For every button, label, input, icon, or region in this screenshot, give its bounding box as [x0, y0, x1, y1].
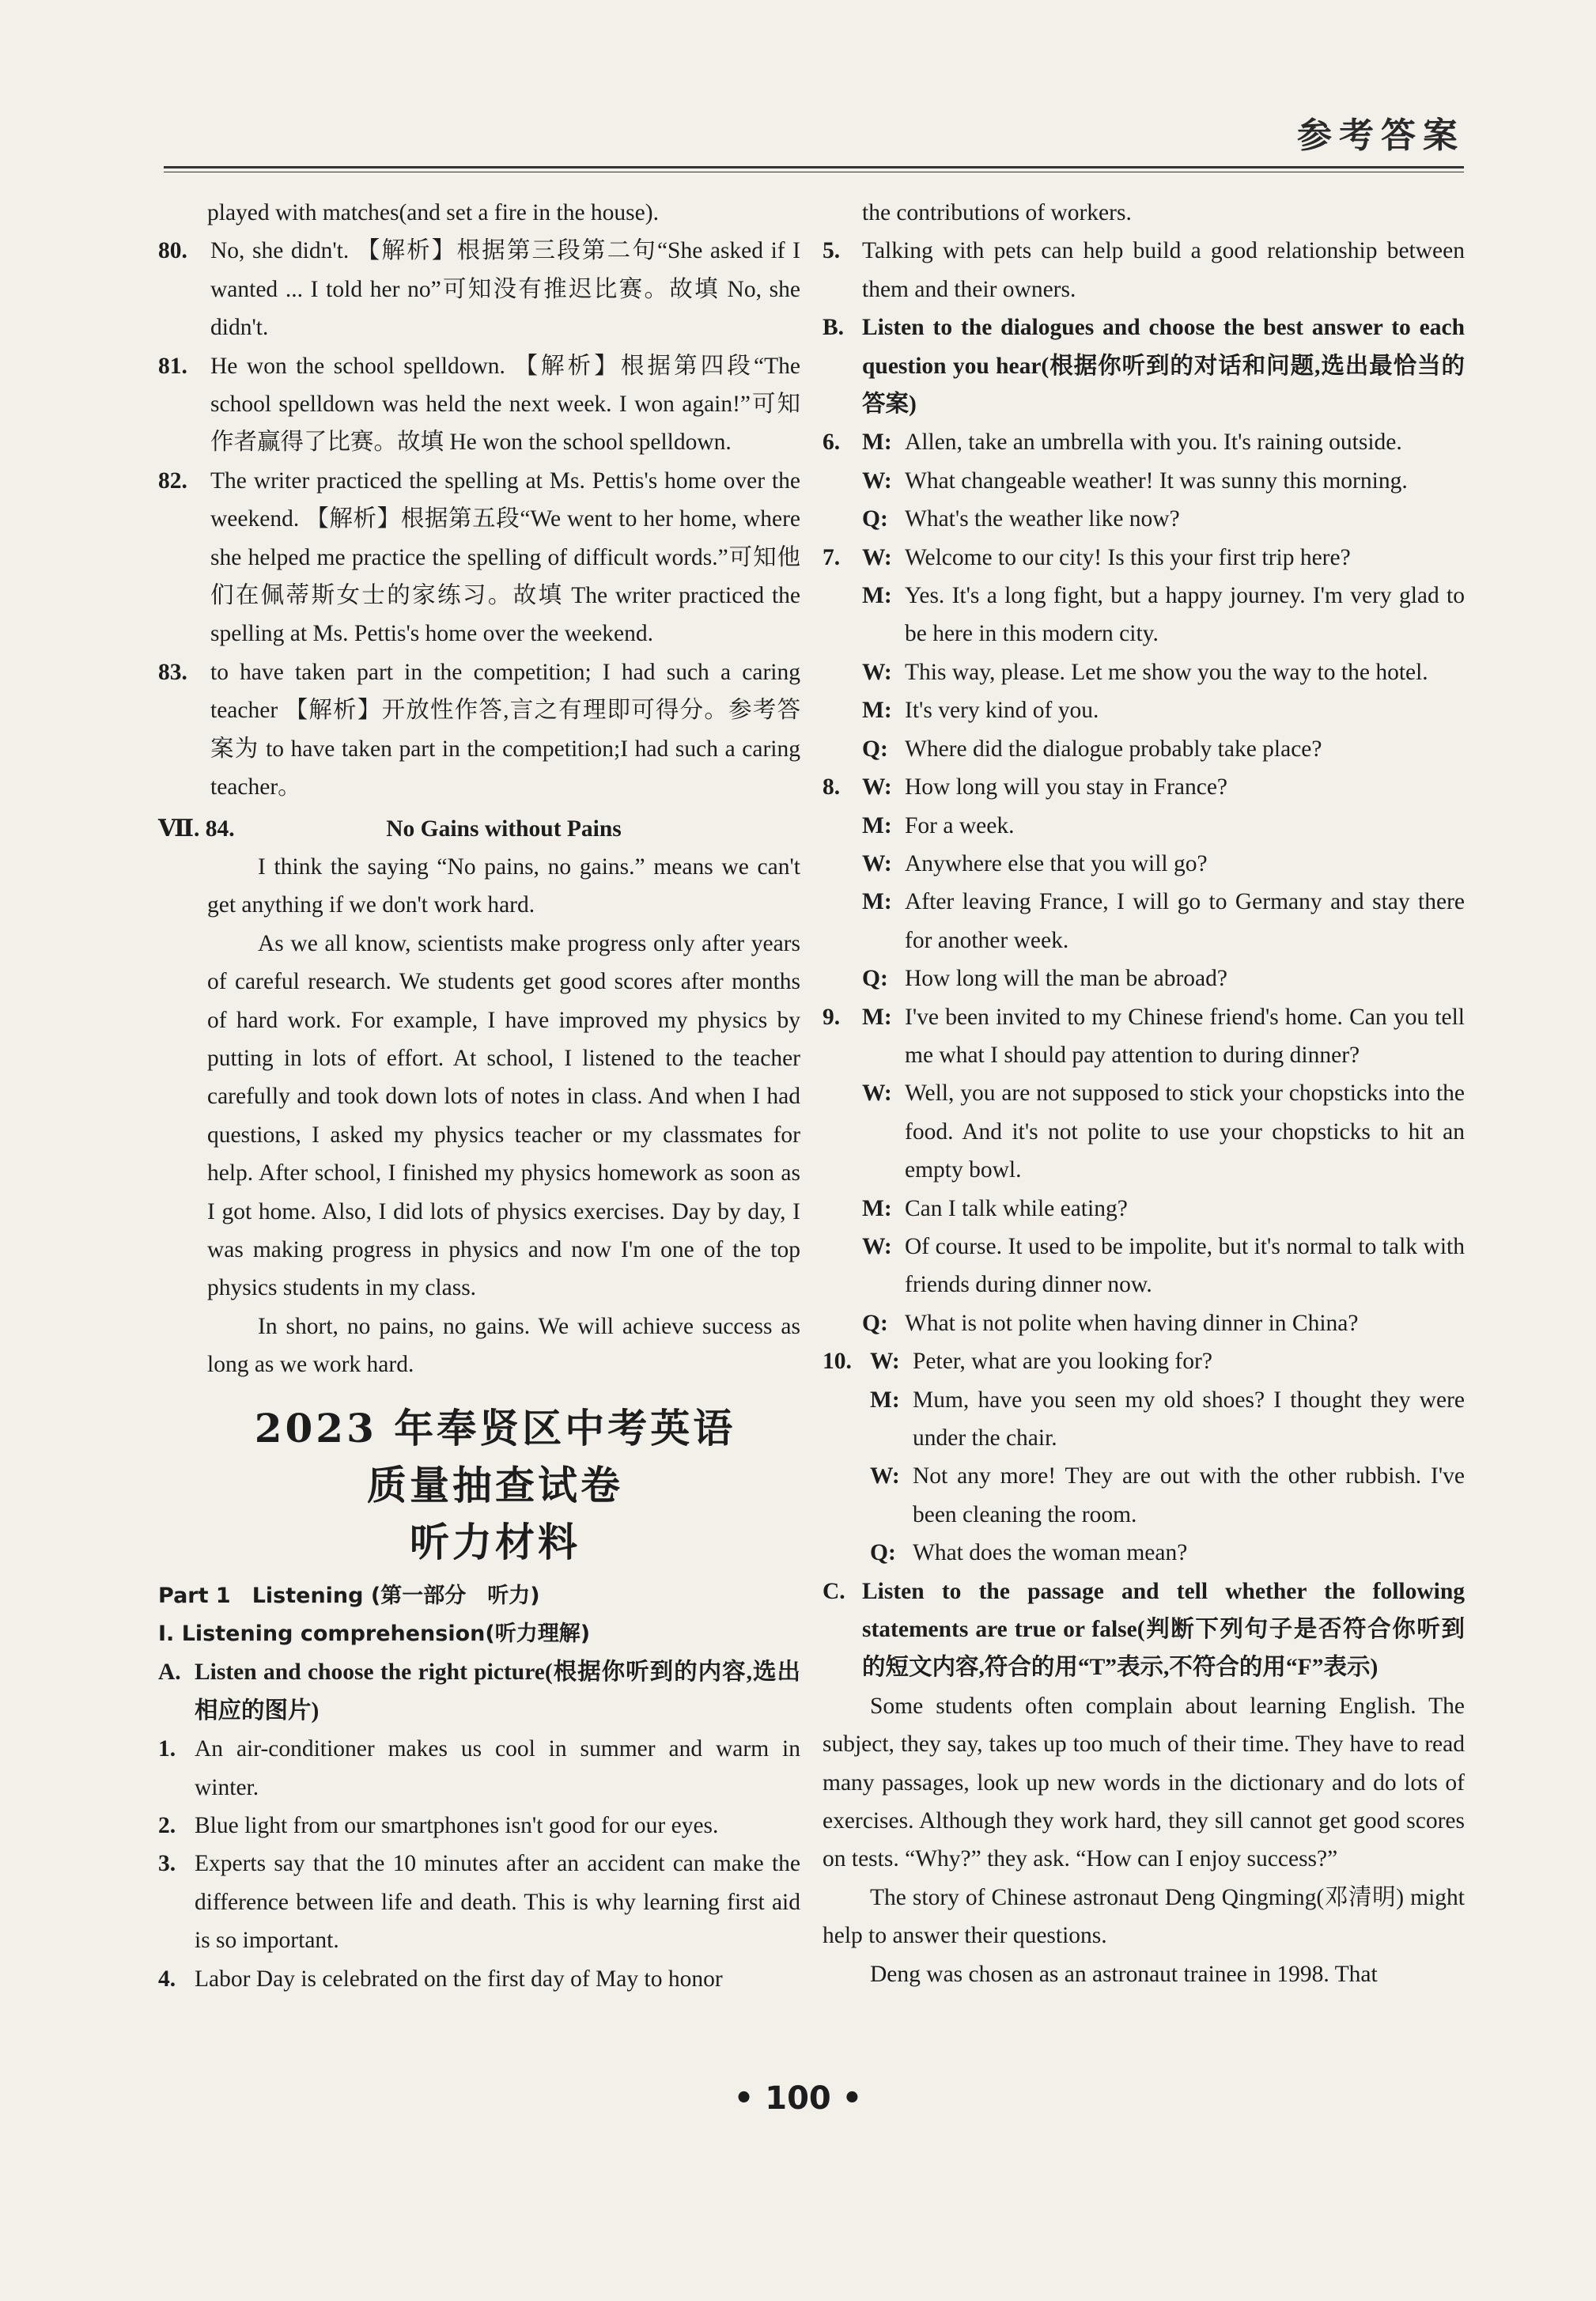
speaker-label: M:: [862, 1195, 892, 1221]
header-title: 参考答案: [1297, 115, 1465, 156]
part-heading: Part 1 Listening (第一部分 听力): [158, 1583, 540, 1608]
dialogue-line: [823, 730, 1465, 768]
item-text: Experts say that the 10 minutes after an accident can make the difference between life and death. This is why learning first aid is so important.: [195, 1851, 800, 1954]
dialogue-line: [823, 653, 1465, 691]
section-title: 听力材料: [410, 1518, 581, 1565]
dialogue-text: Well, you are not supposed to stick your chopsticks into the food. And it's not polite to use your chopsticks to hit an empty bowl.: [905, 1080, 1465, 1183]
speaker-label: W:: [862, 850, 892, 876]
item-number: 9.: [823, 1004, 841, 1030]
dialogue-text: After leaving France, I will go to Germany and stay there for another week.: [905, 889, 1465, 953]
dialogue-text: How long will you stay in France?: [905, 774, 1228, 800]
speaker-label: W:: [870, 1349, 900, 1375]
dialogue-line: [823, 1381, 1465, 1458]
dialogue-text: What's the weather like now?: [905, 506, 1180, 532]
answer-84: [158, 810, 800, 848]
dialogue-text: Anywhere else that you will go?: [905, 850, 1208, 876]
answer-number: Ⅶ. 84.: [158, 816, 235, 842]
item-number: 8.: [823, 774, 841, 800]
section-c-heading: [823, 1572, 1465, 1687]
section-heading: Ⅰ. Listening comprehension(听力理解): [158, 1622, 591, 1646]
answer-text: No, she didn't. 【解析】根据第三段第二句“She asked if I wanted ... I told her no”可知没有推迟比赛。故填 No, she didn't.: [210, 238, 800, 341]
dialogue-text: Mum, have you seen my old shoes? I thought they were under the chair.: [913, 1387, 1465, 1451]
item-number: 1.: [158, 1736, 176, 1762]
essay-paragraph: In short, no pains, no gains. We will achieve success as long as we work hard.: [207, 1313, 800, 1378]
section-b-heading: [823, 308, 1465, 423]
section-label: A.: [158, 1660, 181, 1686]
section-title: 2023 年奉贤区中考英语: [254, 1404, 736, 1451]
dialogue-line: [823, 500, 1465, 538]
section-instruction: Listen to the dialogues and choose the best answer to each question you hear(根据你听到的对话和问题,选出最恰当的答案): [862, 315, 1465, 418]
dialogue-text: Can I talk while eating?: [905, 1195, 1128, 1221]
dialogue-text: I've been invited to my Chinese friend's home. Can you tell me what I should pay attention to during dinner?: [905, 1004, 1465, 1068]
section-label: C.: [823, 1578, 845, 1604]
speaker-label: M:: [862, 698, 892, 724]
dialogue-line: [823, 807, 1465, 845]
speaker-label: W:: [862, 467, 892, 494]
answer-82: [158, 462, 800, 653]
dialogue-text: Not any more! They are out with the other rubbish. I've been cleaning the room.: [913, 1463, 1465, 1527]
item-number: 3.: [158, 1851, 176, 1877]
speaker-label: M:: [862, 583, 892, 609]
section-title: 质量抽查试卷: [367, 1461, 623, 1508]
continued-text: the contributions of workers.: [862, 200, 1132, 225]
listening-item: [158, 1960, 800, 1998]
speaker-label: M:: [870, 1387, 900, 1413]
listening-item: [158, 1807, 800, 1845]
passage-paragraph: Some students often complain about learning English. The subject, they say, takes up too much of their time. They have to read many passages, look up new words in the dictionary and do lots of exercises. Although they work hard, they sill cannot get good scores on tests. “Why?” they ask. “How can I enjoy success?”: [823, 1693, 1465, 1872]
dialogue-line: [823, 959, 1465, 997]
page-number: • 100 •: [733, 2080, 863, 2117]
speaker-label: W:: [870, 1463, 900, 1489]
dialogue-text: Of course. It used to be impolite, but it's normal to talk with friends during dinner now.: [905, 1233, 1465, 1298]
header-rule: [164, 166, 1464, 172]
section-instruction: Listen to the passage and tell whether the following statements are true or false(判断下列句子是否符合你听到的短文内容,符合的用“T”表示,不符合的用“F”表示): [862, 1578, 1465, 1681]
item-number: 6.: [823, 430, 841, 456]
speaker-label: W:: [862, 774, 892, 800]
speaker-label: M:: [862, 1004, 892, 1030]
section-a-heading: [158, 1653, 800, 1730]
dialogue-line: [823, 845, 1465, 883]
dialogue-line: [823, 998, 1465, 1075]
answer-number: 83.: [158, 659, 187, 685]
passage-paragraph: Deng was chosen as an astronaut trainee in 1998. That: [870, 1961, 1378, 1987]
left-column: [158, 194, 800, 1998]
dialogue-text: Welcome to our city! Is this your first trip here?: [905, 544, 1351, 570]
dialogue-text: Where did the dialogue probably take place?: [905, 736, 1322, 762]
item-text: An air-conditioner makes us cool in summer and warm in winter.: [195, 1736, 800, 1800]
essay-paragraph: I think the saying “No pains, no gains.” means we can't get anything if we don't work hard.: [207, 853, 800, 918]
speaker-label: W:: [862, 1080, 892, 1107]
speaker-label: Q:: [870, 1540, 896, 1566]
section-instruction: Listen and choose the right picture(根据你听到的内容,选出相应的图片): [195, 1660, 800, 1724]
speaker-label: M:: [862, 430, 892, 456]
dialogue-line: [823, 1534, 1465, 1572]
answer-number: 81.: [158, 353, 187, 379]
item-number: 5.: [823, 238, 841, 264]
answer-number: 82.: [158, 467, 187, 494]
continued-text: played with matches(and set a fire in the house).: [207, 200, 659, 225]
speaker-label: W:: [862, 1233, 892, 1259]
right-column: [823, 194, 1465, 1993]
item-number: 10.: [823, 1349, 852, 1375]
speaker-label: M:: [862, 812, 892, 838]
item-number: 4.: [158, 1966, 176, 1992]
dialogue-line: [823, 1342, 1465, 1380]
listening-item: [158, 1845, 800, 1959]
speaker-label: Q:: [862, 966, 888, 992]
dialogue-text: This way, please. Let me show you the way to the hotel.: [905, 659, 1428, 685]
passage-paragraph: The story of Chinese astronaut Deng Qingming(邓清明) might help to answer their questions.: [823, 1884, 1465, 1949]
dialogue-text: Peter, what are you looking for?: [913, 1349, 1212, 1375]
answer-text: to have taken part in the competition; I had such a caring teacher 【解析】开放性作答,言之有理即可得分。参考答案为 to have taken part in the competition;I had such a caring teacher。: [210, 659, 800, 800]
dialogue-text: What changeable weather! It was sunny this morning.: [905, 467, 1408, 494]
answer-text: The writer practiced the spelling at Ms. Pettis's home over the weekend. 【解析】根据第五段“We went to her home, where she helped me practice the spelling of difficult words.”可知他们在佩蒂斯女士的家练习。故填 The writer practiced the spelling at Ms. Pettis's home over the weekend.: [210, 467, 800, 647]
dialogue-text: How long will the man be abroad?: [905, 966, 1227, 992]
answer-81: [158, 347, 800, 462]
dialogue-text: Allen, take an umbrella with you. It's raining outside.: [905, 430, 1402, 456]
answer-number: 80.: [158, 238, 187, 264]
answer-83: [158, 653, 800, 807]
answer-80: [158, 232, 800, 346]
speaker-label: W:: [862, 544, 892, 570]
dialogue-line: [823, 1228, 1465, 1304]
dialogue-text: Yes. It's a long fight, but a happy journey. I'm very glad to be here in this modern city.: [905, 583, 1465, 647]
dialogue-line: [823, 691, 1465, 729]
dialogue-text: What does the woman mean?: [913, 1540, 1188, 1566]
speaker-label: W:: [862, 659, 892, 685]
dialogue-line: [823, 768, 1465, 806]
dialogue-line: [823, 423, 1465, 461]
listening-item: [158, 1730, 800, 1807]
item-text: Blue light from our smartphones isn't good for our eyes.: [195, 1813, 719, 1839]
dialogue-text: What is not polite when having dinner in China?: [905, 1310, 1359, 1336]
speaker-label: Q:: [862, 506, 888, 532]
dialogue-line: [823, 883, 1465, 959]
speaker-label: Q:: [862, 736, 888, 762]
item-text: Labor Day is celebrated on the first day of May to honor: [195, 1966, 723, 1992]
dialogue-line: [823, 539, 1465, 577]
dialogue-line: [823, 577, 1465, 653]
essay-title: No Gains without Pains: [386, 816, 622, 842]
dialogue-line: [823, 1074, 1465, 1189]
dialogue-text: It's very kind of you.: [905, 698, 1099, 724]
answer-text: He won the school spelldown. 【解析】根据第四段“The school spelldown was held the next week. I won again!”可知作者赢得了比赛。故填 He won the school spelldown.: [210, 353, 800, 456]
dialogue-line: [823, 1190, 1465, 1228]
item-text: Talking with pets can help build a good relationship between them and their owners.: [862, 238, 1465, 302]
dialogue-text: For a week.: [905, 812, 1015, 838]
dialogue-line: [823, 462, 1465, 500]
speaker-label: M:: [862, 889, 892, 915]
listening-item: [823, 232, 1465, 308]
speaker-label: Q:: [862, 1310, 888, 1336]
section-label: B.: [823, 315, 845, 341]
dialogue-line: [823, 1457, 1465, 1534]
item-number: 7.: [823, 544, 841, 570]
item-number: 2.: [158, 1813, 176, 1839]
essay-paragraph: As we all know, scientists make progress only after years of careful research. We students get good scores after months of hard work. For example, I have improved my physics by putting in lots of effort. At school, I listened to the teacher carefully and took down lots of notes in class. And when I had questions, I asked my physics teacher or my classmates for help. After school, I finished my physics homework as soon as I got home. Also, I did lots of physics exercises. Day by day, I was making progress in physics and now I'm one of the top physics students in my class.: [207, 930, 800, 1301]
dialogue-line: [823, 1304, 1465, 1342]
